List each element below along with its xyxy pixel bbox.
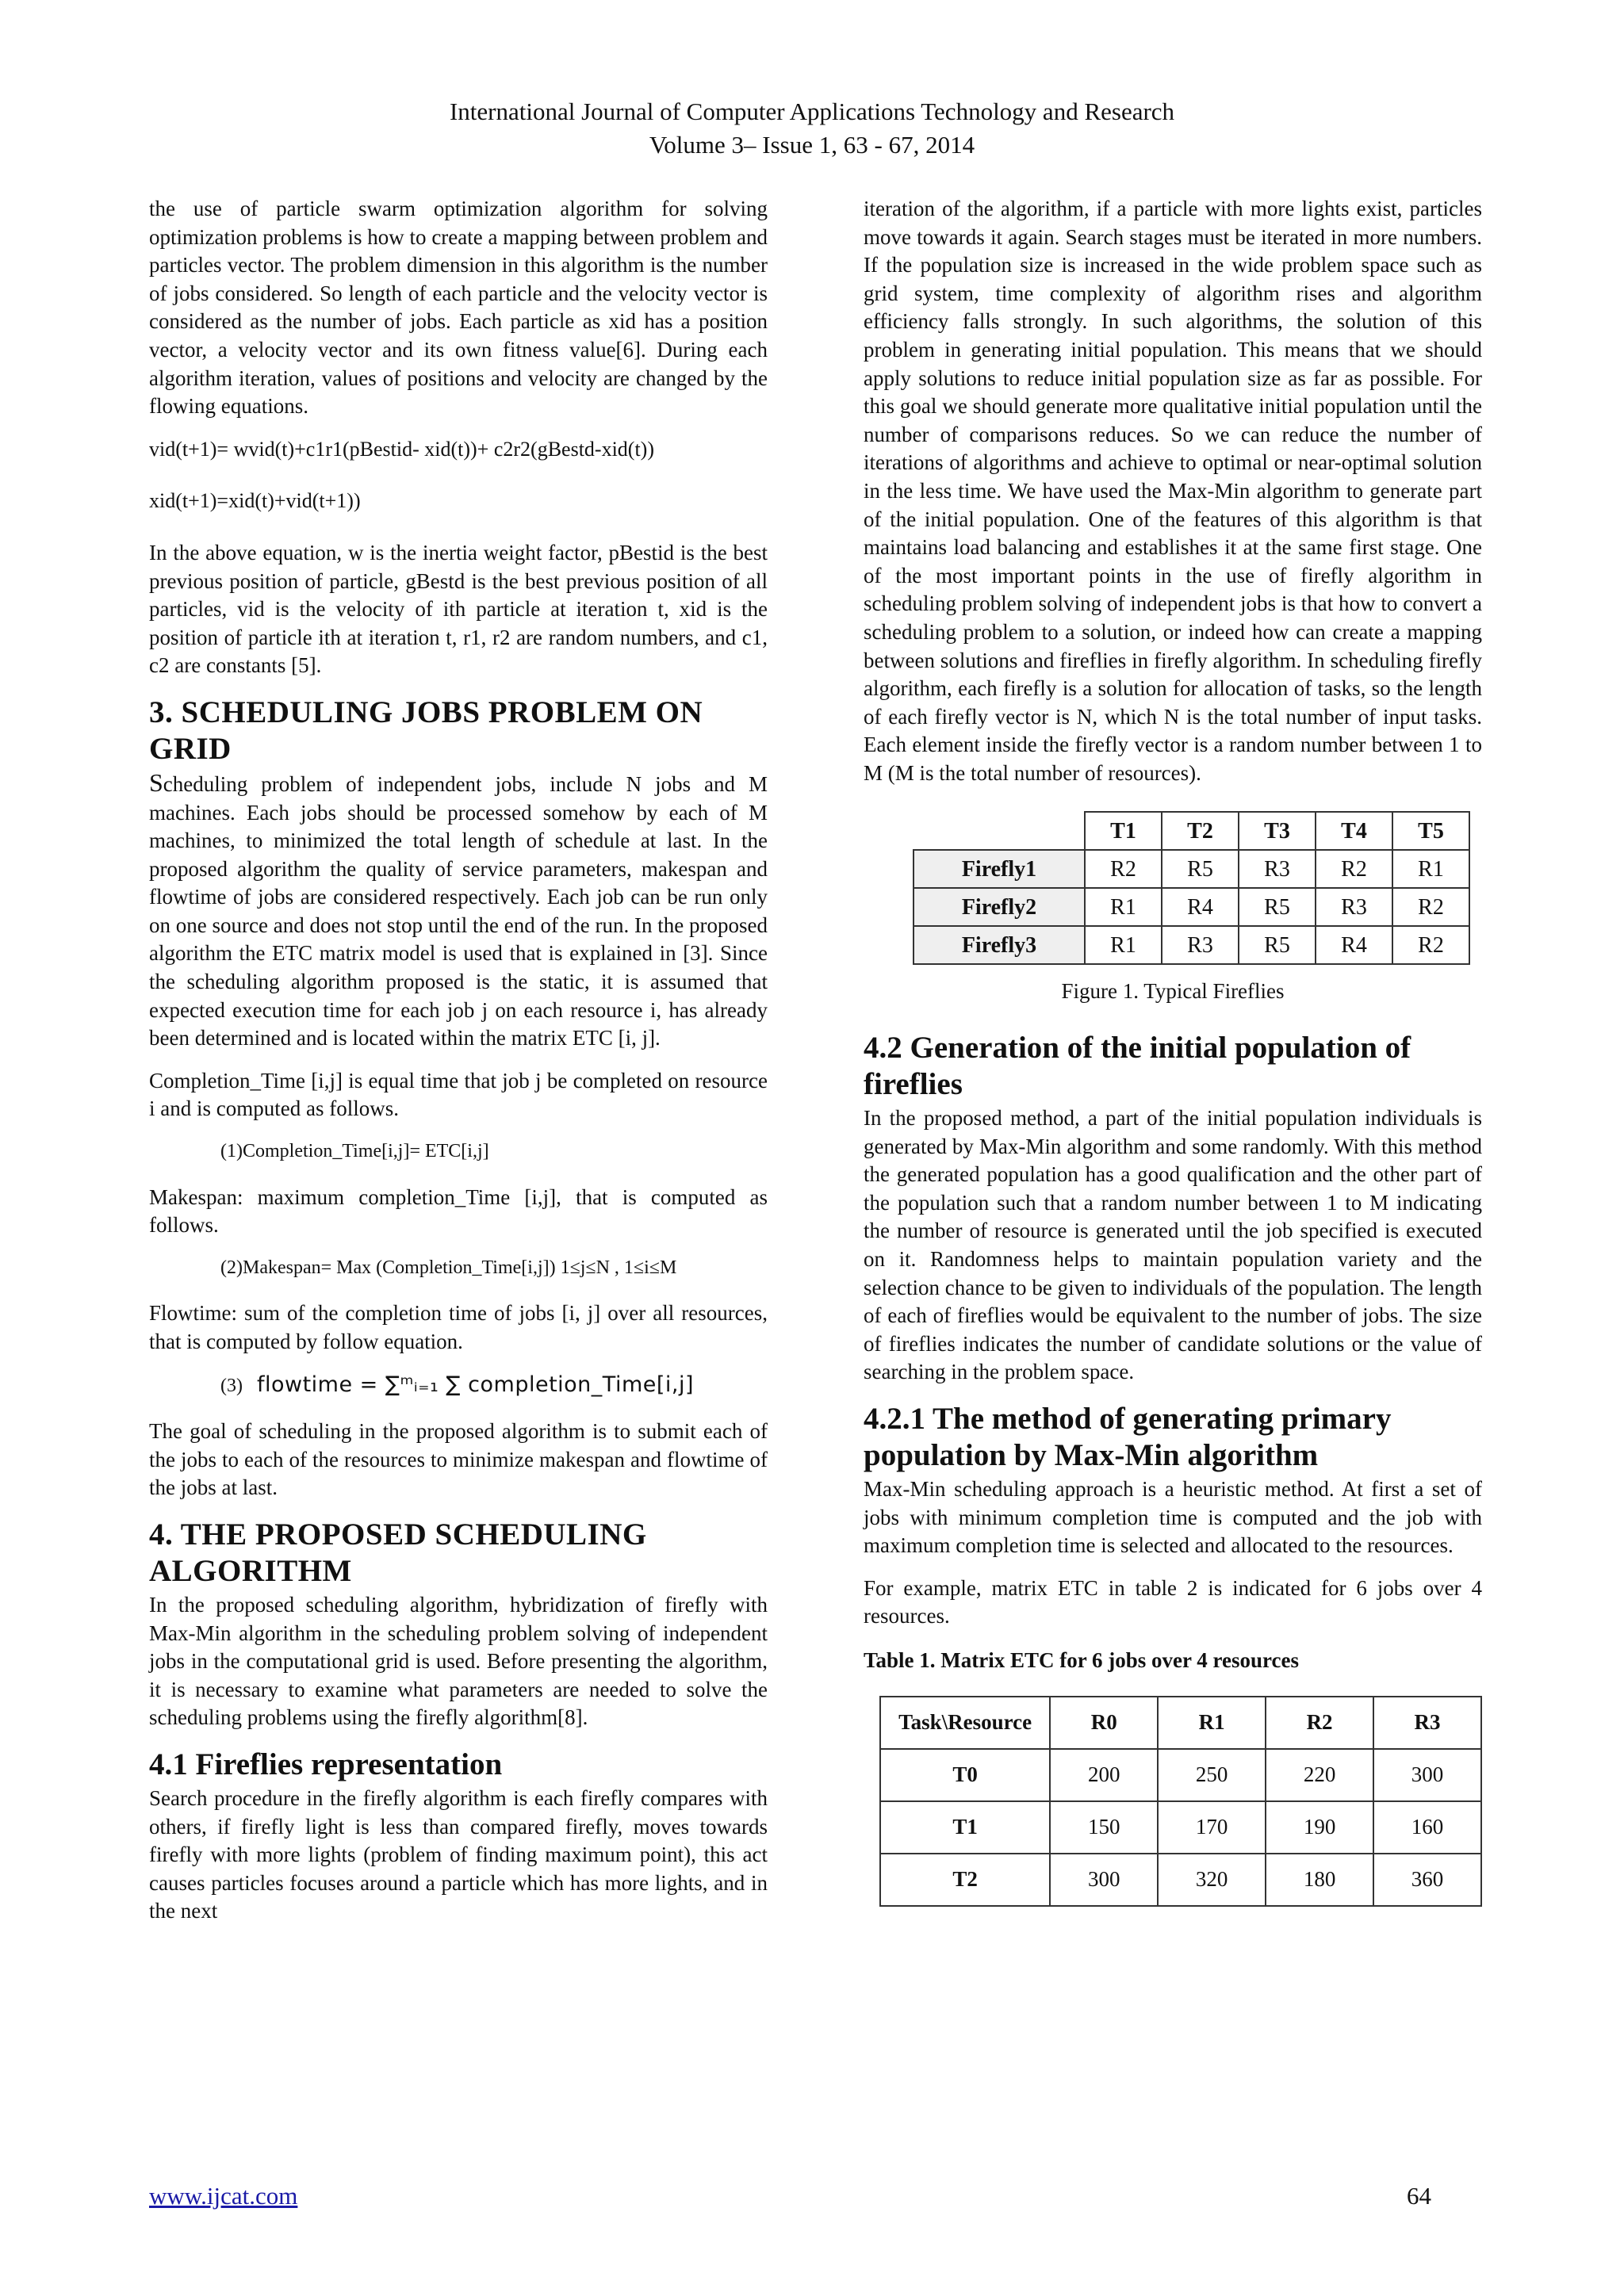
table-cell: 170: [1158, 1801, 1266, 1854]
etc-table: [879, 1696, 1482, 1907]
etc-col-header: R3: [1373, 1697, 1481, 1749]
etc-table-header-row: [880, 1697, 1481, 1749]
etc-row-label: T1: [880, 1801, 1050, 1854]
section-4-1-heading: 4.1 Fireflies representation: [149, 1747, 503, 1781]
table-cell: R4: [1162, 888, 1239, 926]
table-cell: R1: [1085, 888, 1162, 926]
scheduling-paragraph-text: cheduling problem of independent jobs, include N jobs and M machines. Each jobs should be processed somehow by each of M machines, to minimized the total length of schedule at last. In the proposed algorithm the quality of service parameters, makespan and flowtime of jobs are considered respectively. Each job can be run only on one source and does not stop until the end of the run. In the proposed algorithm the ETC matrix model is used that is explained in [3]. Since the scheduling algorithm proposed is the static, it is assumed that expected execution time for each job j on each resource i, has already been determined and is located within the matrix ETC [i, j].: [149, 771, 768, 1050]
journal-website-link[interactable]: www.ijcat.com: [149, 2182, 298, 2210]
iteration-paragraph: iteration of the algorithm, if a particle with more lights exist, particles move towards it again. Search stages must be iterated in more numbers. If the population size is increased in the wide problem space such as grid system, time complexity of algorithm rises and algorithm efficiency falls strongly. In such algorithms, the solution of this problem in generating initial population. This means that we should apply solutions to reduce initial population size as far as possible. For this goal we should generate more qualitative initial population until the number of comparisons reduces. So we can reduce the number of iterations of algorithms and achieve to optimal or near-optimal solution in the less time. We have used the Max-Min algorithm to generate part of the initial population. One of the features of this algorithm is that maintains load balancing and establishes it at the same first stage. One of the most important points in the use of firefly algorithm in scheduling problem solving of independent jobs is that how to convert a scheduling problem to a solution, or indeed how can create a mapping between solutions and fireflies in firefly algorithm. In scheduling firefly algorithm, each firefly is a solution for allocation of tasks, so the length of each firefly vector is N, which N is the total number of input tasks. Each element inside the firefly vector is a random number between 1 to M (M is the total number of resources).: [864, 197, 1482, 785]
table-cell: R3: [1162, 926, 1239, 964]
table-cell: 320: [1158, 1854, 1266, 1906]
initial-population-paragraph: In the proposed method, a part of the initial population individuals is generated by Max-Min algorithm and some randomly. With this method the generated population has a good qualification and the other part of the population such that a random number between 1 to M indicating the number of resource is generated until the job specified is executed on it. Randomness helps to maintain population variety and the selection chance to be given to individuals of the population. The length of each of fireflies would be equivalent to the number of jobs. The size of fireflies indicates the number of candidate solutions or the value of searching in the problem space.: [864, 1106, 1482, 1384]
formula-2: (2)Makespan= Max (Completion_Time[i,j]) 1≤j≤N , 1≤i≤M: [220, 1257, 677, 1278]
position-equation: xid(t+1)=xid(t)+vid(t+1)): [149, 489, 361, 513]
table-cell: R1: [1392, 850, 1469, 888]
table-row: [880, 1854, 1481, 1906]
drop-letter: S: [149, 767, 163, 797]
equation-explanation: In the above equation, w is the inertia weight factor, pBestid is the best previous position of particle, gBestd is the best previous position of all particles, vid is the velocity of ith particle at iteration t, xid is the position of particle ith at iteration t, r1, r2 are random numbers, and c1, c2 are constants [5].: [149, 540, 768, 678]
table-cell: R2: [1392, 888, 1469, 926]
table-cell: R2: [1316, 850, 1392, 888]
table-row: [880, 1801, 1481, 1854]
section-4-2-heading: 4.2 Generation of the initial population of fireflies: [864, 1031, 1411, 1102]
right-column: [864, 195, 1482, 1907]
etc-example-paragraph: For example, matrix ETC in table 2 is indicated for 6 jobs over 4 resources.: [864, 1575, 1482, 1628]
firefly-row-label: Firefly3: [914, 926, 1085, 964]
firefly-col-header: T1: [1085, 812, 1162, 850]
flowtime-formula: flowtime = ∑ᵐᵢ₌₁ ∑ completion_Time[i,j]: [256, 1372, 695, 1397]
pso-paragraph: the use of particle swarm optimization algorithm for solving optimization problems is how to create a mapping between problem and particles vector. The problem dimension in this algorithm is the number of jobs considered. So length of each particle and the velocity vector is considered as the number of jobs. Each particle as xid has a position vector, a velocity vector and its own fitness value[6]. During each algorithm iteration, values of positions and velocity are changed by the flowing equations.: [149, 197, 768, 419]
proposed-algorithm-paragraph: In the proposed scheduling algorithm, hybridization of firefly with Max-Min algorithm in the scheduling problem solving of independent jobs in the computational grid is used. Before presenting the algorithm, it is necessary to examine what parameters are needed to solve the scheduling problems using the firefly algorithm[8].: [149, 1592, 768, 1730]
firefly-row-label: Firefly2: [914, 888, 1085, 926]
journal-title: International Journal of Computer Applications Technology and Research: [449, 98, 1175, 125]
formula-3-number: (3): [220, 1375, 243, 1396]
table-cell: 150: [1050, 1801, 1158, 1854]
table-row: [914, 888, 1469, 926]
firefly-table-header-row: [914, 812, 1469, 850]
table-cell: R4: [1316, 926, 1392, 964]
table-1-caption: Table 1. Matrix ETC for 6 jobs over 4 resources: [864, 1647, 1299, 1672]
table-cell: 300: [1373, 1749, 1481, 1801]
makespan-paragraph: Makespan: maximum completion_Time [i,j], that is computed as follows.: [149, 1184, 768, 1238]
table-cell: R1: [1085, 926, 1162, 964]
max-min-paragraph: Max-Min scheduling approach is a heuristic method. At first a set of jobs with minimum completion time is computed and the job with maximum completion time is selected and allocated to the resources.: [864, 1477, 1482, 1558]
etc-col-header: R0: [1050, 1697, 1158, 1749]
flowtime-paragraph: Flowtime: sum of the completion time of jobs [i, j] over all resources, that is computed by follow equation.: [149, 1301, 768, 1353]
etc-row-label: T2: [880, 1854, 1050, 1906]
firefly-col-header: T5: [1392, 812, 1469, 850]
table-cell: 160: [1373, 1801, 1481, 1854]
left-column: [149, 195, 768, 1926]
firefly-row-label: Firefly1: [914, 850, 1085, 888]
formula-3: [220, 1371, 768, 1401]
table-cell: 180: [1266, 1854, 1373, 1906]
table-cell: R2: [1392, 926, 1469, 964]
scheduling-goal-paragraph: The goal of scheduling in the proposed algorithm is to submit each of the jobs to each of the resources to minimize makespan and flowtime of the jobs at last.: [149, 1419, 768, 1500]
table-cell: R5: [1162, 850, 1239, 888]
scheduling-paragraph: [149, 769, 768, 1053]
etc-row-label: T0: [880, 1749, 1050, 1801]
velocity-equation: vid(t+1)= wvid(t)+c1r1(pBestid- xid(t))+ c2r2(gBestd-xid(t)): [149, 437, 654, 461]
table-cell: 190: [1266, 1801, 1373, 1854]
table-cell: 250: [1158, 1749, 1266, 1801]
etc-col-header: R2: [1266, 1697, 1373, 1749]
section-4-2-1-heading: 4.2.1 The method of generating primary population by Max-Min algorithm: [864, 1402, 1392, 1472]
empty-corner: [914, 812, 1085, 850]
table-cell: 220: [1266, 1749, 1373, 1801]
firefly-col-header: T2: [1162, 812, 1239, 850]
table-cell: 360: [1373, 1854, 1481, 1906]
firefly-representation-paragraph: Search procedure in the firefly algorithm is each firefly compares with others, if firefly light is less than compared firefly, moves towards firefly with more lights (problem of finding maximum point), this act causes particles focuses around a particle which has more lights, and in the next: [149, 1785, 768, 1923]
table-cell: R5: [1239, 926, 1316, 964]
etc-corner-header: Task\Resource: [880, 1697, 1050, 1749]
table-row: [914, 850, 1469, 888]
formula-1: (1)Completion_Time[i,j]= ETC[i,j]: [220, 1141, 489, 1162]
table-row: [880, 1749, 1481, 1801]
journal-header: [0, 95, 1624, 162]
page-number: 64: [1407, 2182, 1431, 2210]
table-cell: R2: [1085, 850, 1162, 888]
table-cell: 300: [1050, 1854, 1158, 1906]
section-3-heading: 3. SCHEDULING JOBS PROBLEM ON GRID: [149, 695, 703, 766]
firefly-table: [913, 811, 1470, 965]
firefly-col-header: T4: [1316, 812, 1392, 850]
completion-time-paragraph: Completion_Time [i,j] is equal time that job j be completed on resource i and is computed as follows.: [149, 1068, 768, 1121]
table-row: [914, 926, 1469, 964]
etc-col-header: R1: [1158, 1697, 1266, 1749]
firefly-col-header: T3: [1239, 812, 1316, 850]
table-cell: R5: [1239, 888, 1316, 926]
journal-volume: Volume 3– Issue 1, 63 - 67, 2014: [649, 131, 975, 159]
table-cell: R3: [1239, 850, 1316, 888]
table-cell: 200: [1050, 1749, 1158, 1801]
figure-1-caption: Figure 1. Typical Fireflies: [1061, 979, 1285, 1004]
table-cell: R3: [1316, 888, 1392, 926]
section-4-heading: 4. THE PROPOSED SCHEDULING ALGORITHM: [149, 1517, 647, 1588]
